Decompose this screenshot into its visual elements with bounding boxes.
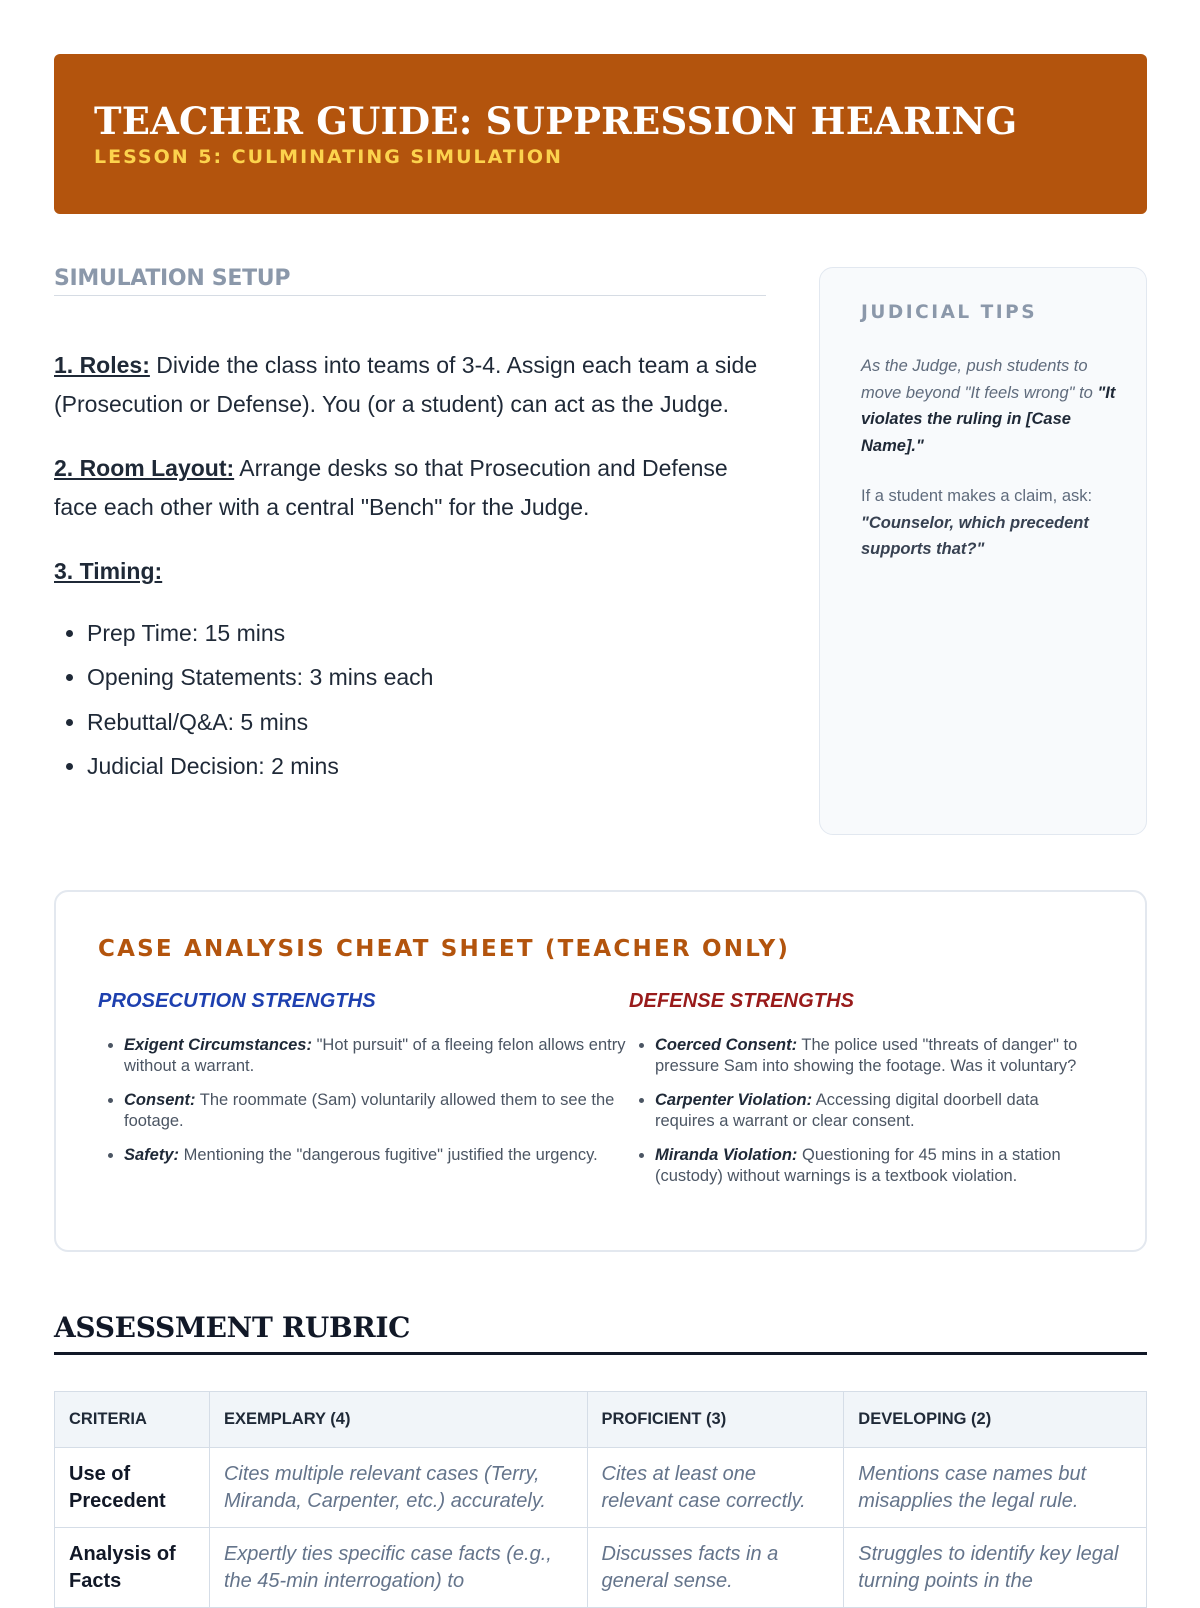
column-header-developing: DEVELOPING (2) <box>844 1392 1147 1448</box>
tips-paragraph-2 <box>861 483 1116 563</box>
criteria-cell: Analysis of Facts <box>55 1528 210 1608</box>
exemplary-cell: Expertly ties specific case facts (e.g., the 45-min interrogation) to <box>209 1528 587 1608</box>
table-header-row <box>55 1392 1147 1448</box>
tips-p2-text: If a student makes a claim, ask: <box>861 487 1093 505</box>
setup-section-title: SIMULATION SETUP <box>54 266 766 296</box>
room-layout-label: 2. Room Layout: <box>54 455 235 481</box>
developing-cell: Mentions case names but misapplies the legal rule. <box>844 1448 1147 1528</box>
cheat-sheet-title: CASE ANALYSIS CHEAT SHEET (TEACHER ONLY) <box>98 936 791 962</box>
item-label: Coerced Consent: <box>655 1036 798 1054</box>
roles-paragraph <box>54 346 766 423</box>
roles-text: Divide the class into teams of 3-4. Assign each team a side (Prosecution or Defense). You (or a student) can act as the Judge. <box>54 352 758 417</box>
column-header-exemplary: EXEMPLARY (4) <box>209 1392 587 1448</box>
item-label: Consent: <box>124 1091 196 1109</box>
criteria-cell: Use of Precedent <box>55 1448 210 1528</box>
roles-label: 1. Roles: <box>54 352 150 378</box>
case-analysis-cheat-sheet <box>54 890 1147 1252</box>
defense-list <box>629 1035 1099 1186</box>
timing-paragraph <box>54 552 766 591</box>
item-text: Mentioning the "dangerous fugitive" justified the urgency. <box>179 1146 598 1164</box>
judicial-tips-card <box>819 267 1147 835</box>
list-item: • Opening Statements: 3 mins each <box>87 655 766 700</box>
list-item: • Judicial Decision: 2 mins <box>87 744 766 789</box>
list-item <box>655 1090 1099 1131</box>
page-title: TEACHER GUIDE: SUPPRESSION HEARING <box>94 99 1018 143</box>
prosecution-heading: PROSECUTION STRENGTHS <box>98 990 376 1012</box>
column-header-criteria: CRITERIA <box>55 1392 210 1448</box>
exemplary-cell: Cites multiple relevant cases (Terry, Miranda, Carpenter, etc.) accurately. <box>209 1448 587 1528</box>
timing-list <box>54 611 766 789</box>
table-row <box>55 1528 1147 1608</box>
list-item <box>124 1145 629 1166</box>
proficient-cell: Cites at least one relevant case correctly. <box>587 1448 844 1528</box>
list-item <box>124 1035 629 1076</box>
item-text: Questioning for 45 mins in a station (custody) without warnings is a textbook violation. <box>655 1146 1061 1185</box>
item-label: Carpenter Violation: <box>655 1091 813 1109</box>
page-subtitle: LESSON 5: CULMINATING SIMULATION <box>94 146 563 168</box>
developing-cell: Struggles to identify key legal turning points in the <box>844 1528 1147 1608</box>
item-label: Safety: <box>124 1146 180 1164</box>
item-text: The police used "threats of danger" to pressure Sam into showing the footage. Was it voluntary? <box>655 1036 1078 1075</box>
room-layout-paragraph <box>54 449 766 526</box>
item-label: Exigent Circumstances: <box>124 1036 312 1054</box>
item-label: Miranda Violation: <box>655 1146 798 1164</box>
list-item: • Rebuttal/Q&A: 5 mins <box>87 700 766 745</box>
prosecution-list <box>98 1035 629 1166</box>
item-text: Accessing digital doorbell data requires a warrant or clear consent. <box>655 1091 1039 1130</box>
simulation-setup-section <box>54 266 766 789</box>
prosecution-column <box>98 990 629 1200</box>
tips-title: JUDICIAL TIPS <box>861 302 1038 323</box>
column-header-proficient: PROFICIENT (3) <box>587 1392 844 1448</box>
tips-paragraph-1 <box>861 353 1116 459</box>
rubric-title: ASSESSMENT RUBRIC <box>54 1311 1147 1355</box>
timing-label: 3. Timing: <box>54 558 163 584</box>
page-header <box>54 54 1147 214</box>
tips-p1-emphasis: "It violates the ruling in [Case Name]." <box>861 383 1116 455</box>
item-text: The roommate (Sam) voluntarily allowed them to see the footage. <box>124 1091 615 1130</box>
table-row <box>55 1448 1147 1528</box>
item-text: "Hot pursuit" of a fleeing felon allows entry without a warrant. <box>124 1036 626 1075</box>
defense-column <box>629 990 1099 1200</box>
room-layout-text: Arrange desks so that Prosecution and Defense face each other with a central "Bench" for the Judge. <box>54 455 728 520</box>
tips-p1-text: As the Judge, push students to move beyond "It feels wrong" to <box>861 357 1098 402</box>
list-item: • Prep Time: 15 mins <box>87 611 766 656</box>
list-item <box>124 1090 629 1131</box>
list-item <box>655 1145 1099 1186</box>
tips-p2-emphasis: "Counselor, which precedent supports that?" <box>861 513 1089 558</box>
defense-heading: DEFENSE STRENGTHS <box>629 990 855 1012</box>
list-item <box>655 1035 1099 1076</box>
proficient-cell: Discusses facts in a general sense. <box>587 1528 844 1608</box>
assessment-rubric-table <box>54 1391 1147 1608</box>
